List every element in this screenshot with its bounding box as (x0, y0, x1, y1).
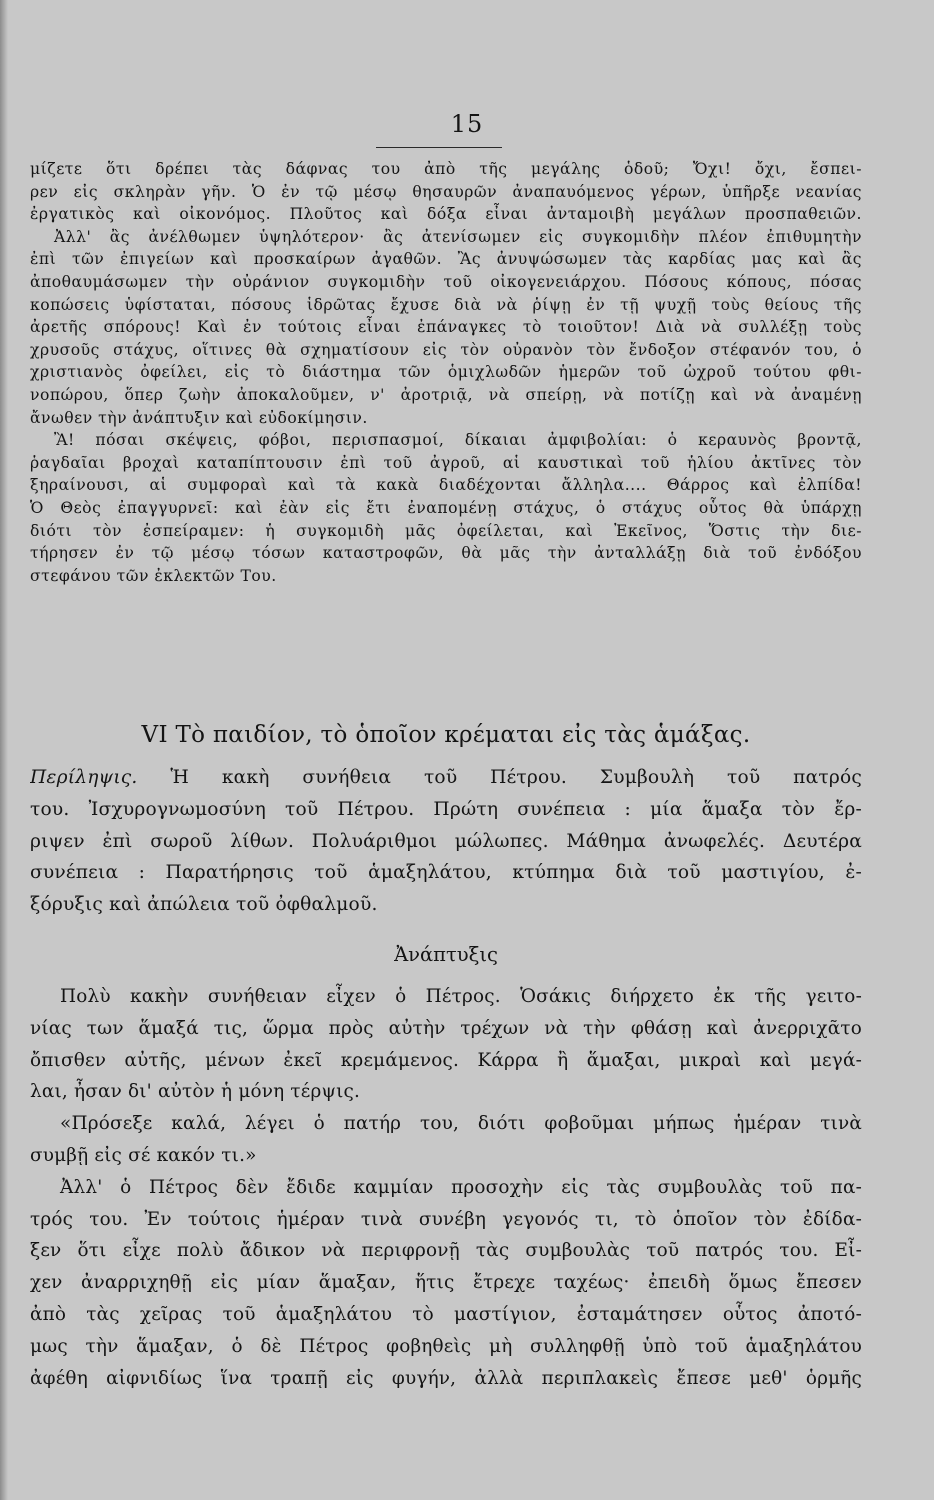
text-line: χρυσοῦς στάχυς, οἵτινες θὰ σχηματίσουν εἰς τὸν οὐρανὸν τὸν ἔνδοξον στέφανόν του, ὁ (30, 340, 862, 359)
text-line: χεν ἀναρριχηθῇ εἰς μίαν ἅμαξαν, ἥτις ἔτρεχε ταχέως· ἐπειδὴ ὅμως ἔπεσεν (30, 1272, 862, 1294)
summary-label: Περίληψις. (30, 767, 138, 788)
text-line: μίζετε ὅτι δρέπει τὰς δάφνας του ἀπὸ τῆς μεγάλης ὁδοῦ; Ὄχι! ὄχι, ἔσπει- (30, 160, 862, 178)
summary-line: ξόρυξις καὶ ἀπώλεια τοῦ ὀφθαλμοῦ. (30, 894, 378, 916)
binding-shadow (0, 0, 8, 1500)
text-line: ἐργατικὸς καὶ οἰκονόμος. Πλοῦτος καὶ δόξα εἶναι ἀνταμοιβὴ μεγάλων προσπαθειῶν. (30, 205, 862, 224)
summary-line: ριψεν ἐπὶ σωροῦ λίθων. Πολυάριθμοι μώλωπες. Μάθημα ἀνωφελές. Δευτέρα (30, 830, 862, 852)
body-text-block (30, 981, 862, 1394)
text-line: ἐπὶ τῶν ἐπιγείων καὶ προσκαίρων ἀγαθῶν. Ἂς ἀνυψώσωμεν τὰς καρδίας μας καὶ ἂς (30, 250, 862, 269)
text-line: ἀπὸ τὰς χεῖρας τοῦ ἁμαξηλάτου τὸ μαστίγιον, ἐσταμάτησεν οὗτος ἀποτό- (30, 1303, 862, 1325)
page-number-rule (376, 147, 502, 148)
text-line: ἀφέθη αἰφνιδίως ἵνα τραπῇ εἰς φυγήν, ἀλλὰ περιπλακεὶς ἔπεσε μεθ' ὁρμῆς (30, 1367, 862, 1389)
text-line: ἄνωθεν τὴν ἀνάπτυξιν καὶ εὐδοκίμησιν. (30, 408, 368, 427)
page-number: 15 (450, 110, 484, 138)
text-line: Ἂ! πόσαι σκέψεις, φόβοι, περισπασμοί, δίκαιαι ἀμφιβολίαι: ὁ κεραυνὸς βροντᾷ, (54, 431, 862, 450)
text-line: Πολὺ κακὴν συνήθειαν εἶχεν ὁ Πέτρος. Ὁσάκις διήρχετο ἐκ τῆς γειτο- (60, 986, 862, 1007)
text-line: συμβῇ εἰς σέ κακόν τι.» (30, 1144, 257, 1166)
text-line: Ὁ Θεὸς ἐπαγγυρνεῖ: καὶ ἐὰν εἰς ἔτι ἐναπομένῃ στάχυς, ὁ στάχυς οὗτος θὰ ὑπάρχῃ (30, 498, 862, 517)
top-text-block (30, 158, 862, 587)
text-line: τήρησεν ἐν τῷ μέσῳ τόσων καταστροφῶν, θὰ μᾶς τὴν ἀνταλλάξῃ διὰ τοῦ ἐνδόξου (30, 544, 862, 563)
text-line: Ἀλλ' ἂς ἀνέλθωμεν ὑψηλότερον· ἂς ἀτενίσωμεν εἰς συγκομιδὴν πλέον ἐπιθυμητὴν (54, 227, 862, 246)
summary-text: Ἡ κακὴ συνήθεια τοῦ Πέτρου. Συμβουλὴ τοῦ πατρός (170, 767, 862, 788)
text-line: ῥαγδαῖαι βροχαὶ καταπίπτουσιν ἐπὶ τοῦ ἀγροῦ, αἱ καυστικαὶ τοῦ ἡλίου ἀκτῖνες τὸν (30, 453, 862, 472)
text-line: «Πρόσεξε καλά, λέγει ὁ πατήρ του, διότι φοβοῦμαι μήπως ἡμέραν τινὰ (60, 1113, 862, 1135)
text-line: ξηραίνουσι, αἱ συμφοραὶ καὶ τὰ κακὰ διαδέχονται ἄλληλα.... Θάρρος καὶ ἐλπίδα! (30, 476, 862, 495)
text-line: ρεν εἰς σκληρὰν γῆν. Ὁ ἐν τῷ μέσῳ θησαυρῶν ἀναπαυόμενος γέρων, ὑπῆρξε νεανίας (30, 182, 862, 201)
text-line: ξεν ὅτι εἶχε πολὺ ἄδικον νὰ περιφρονῇ τὰς συμβουλὰς τοῦ πατρός του. Εἶ- (30, 1240, 862, 1262)
text-line: στεφάνου τῶν ἐκλεκτῶν Του. (30, 566, 277, 585)
text-line: διότι τὸν ἐσπείραμεν: ἡ συγκομιδὴ μᾶς ὀφείλεται, καὶ Ἐκεῖνος, Ὅστις τὴν διε- (30, 521, 862, 540)
subtitle: Ἀνάπτυξις (394, 943, 498, 966)
text-line: ὄπισθεν αὐτῆς, μένων ἐκεῖ κρεμάμενος. Κάρρα ἢ ἅμαξαι, μικραὶ καὶ μεγά- (30, 1049, 862, 1071)
text-line: Ἀλλ' ὁ Πέτρος δὲν ἔδιδε καμμίαν προσοχὴν εἰς τὰς συμβουλὰς τοῦ πα- (60, 1176, 862, 1198)
text-line: ἀρετῆς σπόρους! Καὶ ἐν τούτοις εἶναι ἐπάναγκες τὸ τοιοῦτον! Διὰ νὰ συλλέξῃ τοὺς (30, 318, 862, 337)
text-line: ἀποθαυμάσωμεν τὴν οὐράνιον συγκομιδὴν τοῦ οἰκογενειάρχου. Πόσους κόπους, πόσας (30, 272, 862, 291)
text-line: τρός του. Ἐν τούτοις ἡμέραν τινὰ συνέβη γεγονός τι, τὸ ὁποῖον τὸν ἐδίδα- (30, 1208, 862, 1230)
text-line: χριστιανὸς ὀφείλει, εἰς τὸ διάστημα τῶν ὁμιχλωδῶν ἡμερῶν τοῦ ὠχροῦ τούτου φθι- (30, 363, 862, 382)
summary-line: συνέπεια : Παρατήρησις τοῦ ἁμαξηλάτου, κτύπημα διὰ τοῦ μαστιγίου, ἐ- (30, 862, 862, 884)
text-line: νοπώρου, ὅπερ ζωὴν ἀποκαλοῦμεν, ν' ἀροτριᾷ, νὰ σπείρῃ, νὰ ποτίζῃ καὶ νὰ ἀναμένῃ (30, 385, 862, 404)
section-title: VI Τὸ παιδίον, τὸ ὁποῖον κρέμαται εἰς τὰς ἁμάξας. (141, 722, 751, 748)
summary-first-line (30, 762, 862, 794)
text-line: μως τὴν ἅμαξαν, ὁ δὲ Πέτρος φοβηθεὶς μὴ συλληφθῇ ὑπὸ τοῦ ἁμαξηλάτου (30, 1335, 862, 1357)
text-line: λαι, ἦσαν δι' αὐτὸν ἡ μόνη τέρψις. (30, 1081, 361, 1103)
summary-block (30, 762, 862, 921)
text-line: κοπώσεις ὑφίσταται, πόσους ἱδρῶτας ἔχυσε διὰ νὰ ῥίψῃ ἐν τῇ ψυχῇ τοὺς θείους τῆς (30, 295, 862, 314)
text-line: νίας των ἅμαξά τις, ὥρμα πρὸς αὐτὴν τρέχων νὰ τὴν φθάσῃ καὶ ἀνερριχᾶτο (30, 1017, 862, 1039)
summary-line: του. Ἰσχυρογνωμοσύνη τοῦ Πέτρου. Πρώτη συνέπεια : μία ἅμαξα τὸν ἔρ- (30, 798, 862, 820)
